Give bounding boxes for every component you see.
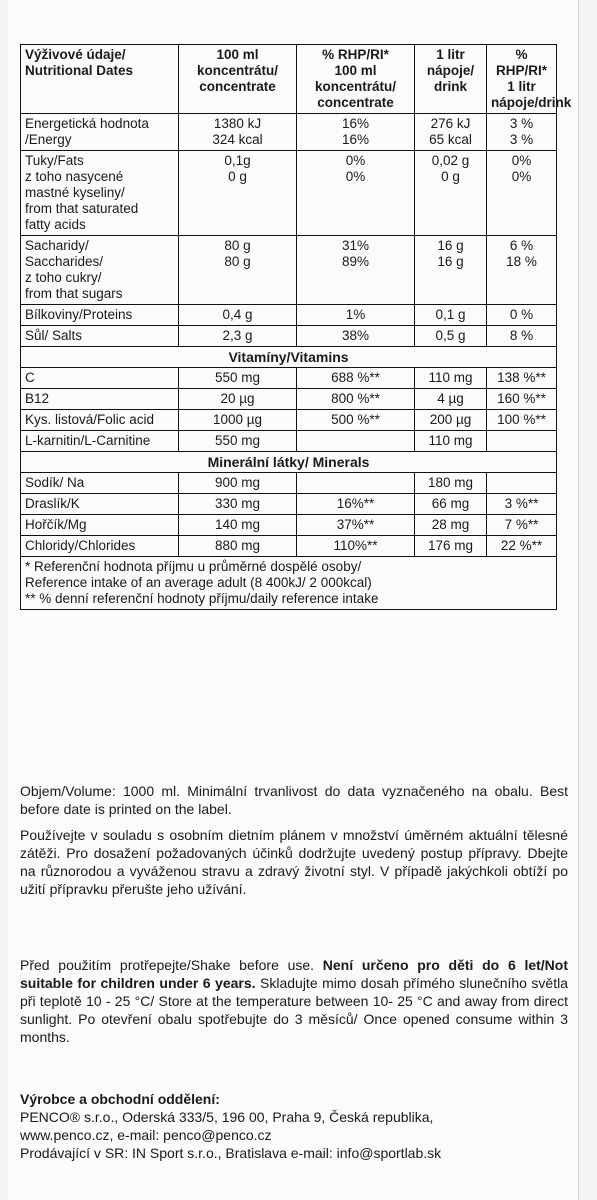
ri-100ml: 37%** xyxy=(297,515,415,536)
shake-text: Před použitím protřepejte/Shake before use. xyxy=(20,957,323,973)
value-litre: 28 mg xyxy=(415,515,487,536)
ri-litre: 0 % xyxy=(487,305,557,326)
ri-100ml xyxy=(297,431,415,452)
header-per-100ml: 100 ml koncentrátu/ concentrate xyxy=(179,45,297,114)
value-100ml: 900 mg xyxy=(179,473,297,494)
table-header-row xyxy=(21,45,557,114)
ri-100ml: 38% xyxy=(297,326,415,347)
manufacturer-title: Výrobce a obchodní oddělení: xyxy=(20,1091,220,1107)
ri-100ml: 16% 16% xyxy=(297,114,415,151)
volume-paragraph: Objem/Volume: 1000 ml. Minimální trvanlivost do data vyznačeného na obalu. Best before date is printed on the label. xyxy=(20,783,568,817)
seller-line: Prodávající v SR: IN Sport s.r.o., Bratislava e-mail: info@sportlab.sk xyxy=(20,1145,442,1161)
nutrient-name: C xyxy=(21,368,179,389)
vitamins-section xyxy=(21,368,557,452)
table-row xyxy=(21,114,557,151)
value-100ml: 2,3 g xyxy=(179,326,297,347)
table-row xyxy=(21,515,557,536)
nutrition-table xyxy=(20,44,572,610)
value-100ml: 0,4 g xyxy=(179,305,297,326)
ri-litre: 100 %** xyxy=(487,410,557,431)
ri-litre xyxy=(487,431,557,452)
table-row xyxy=(21,473,557,494)
ri-litre: 8 % xyxy=(487,326,557,347)
value-litre: 0,02 g 0 g xyxy=(415,151,487,236)
table-row xyxy=(21,536,557,557)
value-100ml: 140 mg xyxy=(179,515,297,536)
header-per-litre: 1 litr nápoje/ drink xyxy=(415,45,487,114)
table-row xyxy=(21,368,557,389)
value-100ml: 0,1g 0 g xyxy=(179,151,297,236)
table-row xyxy=(21,326,557,347)
value-100ml: 550 mg xyxy=(179,368,297,389)
header-ri-litre: % RHP/RI* 1 litr nápoje/drink xyxy=(487,45,557,114)
footnote: * Referenční hodnota příjmu u průměrné dospělé osoby/ Reference intake of an average adult (8 400kJ/ 2 000kcal) ** % denní referenční hodnoty příjmu/daily reference intake xyxy=(21,557,557,610)
nutrient-name: Energetická hodnota /Energy xyxy=(21,114,179,151)
table-row xyxy=(21,389,557,410)
value-100ml: 20 µg xyxy=(179,389,297,410)
vitamins-title: Vitamíny/Vitamins xyxy=(21,347,557,368)
table-row xyxy=(21,410,557,431)
value-litre: 66 mg xyxy=(415,494,487,515)
minerals-title-row xyxy=(21,452,557,473)
ri-litre: 6 % 18 % xyxy=(487,236,557,305)
ri-100ml: 16%** xyxy=(297,494,415,515)
ri-100ml: 110%** xyxy=(297,536,415,557)
ri-litre: 160 %** xyxy=(487,389,557,410)
ri-litre: 0% 0% xyxy=(487,151,557,236)
nutrient-name: Hořčík/Mg xyxy=(21,515,179,536)
value-litre: 110 mg xyxy=(415,368,487,389)
ri-litre xyxy=(487,473,557,494)
value-litre: 176 mg xyxy=(415,536,487,557)
nutrients-section xyxy=(21,114,557,347)
ri-litre: 7 %** xyxy=(487,515,557,536)
value-litre: 200 µg xyxy=(415,410,487,431)
value-litre: 180 mg xyxy=(415,473,487,494)
nutrient-name: Kys. listová/Folic acid xyxy=(21,410,179,431)
footnote-row xyxy=(21,557,557,610)
value-litre: 0,5 g xyxy=(415,326,487,347)
ri-100ml: 688 %** xyxy=(297,368,415,389)
table-row xyxy=(21,431,557,452)
ri-litre: 3 %** xyxy=(487,494,557,515)
value-100ml: 880 mg xyxy=(179,536,297,557)
table-row xyxy=(21,305,557,326)
header-ri-100ml: % RHP/RI* 100 ml koncentrátu/ concentrate xyxy=(297,45,415,114)
nutrient-name: Bílkoviny/Proteins xyxy=(21,305,179,326)
ri-100ml: 31% 89% xyxy=(297,236,415,305)
nutrient-name: B12 xyxy=(21,389,179,410)
value-100ml: 1000 µg xyxy=(179,410,297,431)
nutrient-name: Tuky/Fats z toho nasycené mastné kyseliny/ from that saturated fatty acids xyxy=(21,151,179,236)
value-100ml: 550 mg xyxy=(179,431,297,452)
value-litre: 16 g 16 g xyxy=(415,236,487,305)
ri-100ml xyxy=(297,473,415,494)
value-litre: 276 kJ 65 kcal xyxy=(415,114,487,151)
ri-100ml: 1% xyxy=(297,305,415,326)
minerals-title: Minerální látky/ Minerals xyxy=(21,452,557,473)
nutrient-name: Sůl/ Salts xyxy=(21,326,179,347)
manufacturer-block xyxy=(20,1090,568,1162)
nutrient-name: Sodík/ Na xyxy=(21,473,179,494)
ri-litre: 138 %** xyxy=(487,368,557,389)
value-100ml: 1380 kJ 324 kcal xyxy=(179,114,297,151)
ri-litre: 3 % 3 % xyxy=(487,114,557,151)
minerals-section xyxy=(21,473,557,557)
manufacturer-line: PENCO® s.r.o., Oderská 333/5, 196 00, Praha 9, Česká republika, xyxy=(20,1109,434,1125)
nutrient-name: L-karnitin/L-Carnitine xyxy=(21,431,179,452)
nutrient-name: Draslík/K xyxy=(21,494,179,515)
warning-paragraph xyxy=(20,956,568,1046)
header-nutritional-dates: Výživové údaje/ Nutritional Dates xyxy=(21,45,179,114)
table-row xyxy=(21,151,557,236)
website-line: www.penco.cz, e-mail: penco@penco.cz xyxy=(20,1127,272,1143)
storage-text: Skladujte mimo dosah přímého slunečního světla při teplotě 10 - 25 °C/ Store at the temperature between 10- 25 °C and away from direct sunlight. Po otevření obalu spotřebujte do 3 měsíců/ Once opened consume within 3 months. xyxy=(20,975,568,1045)
nutrient-name: Sacharidy/ Saccharides/ z toho cukry/ from that sugars xyxy=(21,236,179,305)
value-litre: 4 µg xyxy=(415,389,487,410)
vitamins-title-row xyxy=(21,347,557,368)
table-row xyxy=(21,236,557,305)
children-warning: Není určeno pro děti do 6 let/Not suitable for children under 6 years. xyxy=(20,957,569,991)
usage-paragraph: Používejte v souladu s osobním dietním plánem v množství úměrném aktuální tělesné zátěži. Pro dosažení požadovaných účinků dodržujte uvedený postup přípravy. Dbejte na různorodou a vyváženou stravu a zdravý životní styl. V případě jakýchkoli obtíží po užití přípravku přerušte jeho užívání. xyxy=(20,827,568,897)
value-100ml: 330 mg xyxy=(179,494,297,515)
ri-100ml: 500 %** xyxy=(297,410,415,431)
ri-100ml: 800 %** xyxy=(297,389,415,410)
nutrient-name: Chloridy/Chlorides xyxy=(21,536,179,557)
ri-litre: 22 %** xyxy=(487,536,557,557)
value-litre: 0,1 g xyxy=(415,305,487,326)
table-row xyxy=(21,494,557,515)
value-litre: 110 mg xyxy=(415,431,487,452)
ri-100ml: 0% 0% xyxy=(297,151,415,236)
value-100ml: 80 g 80 g xyxy=(179,236,297,305)
